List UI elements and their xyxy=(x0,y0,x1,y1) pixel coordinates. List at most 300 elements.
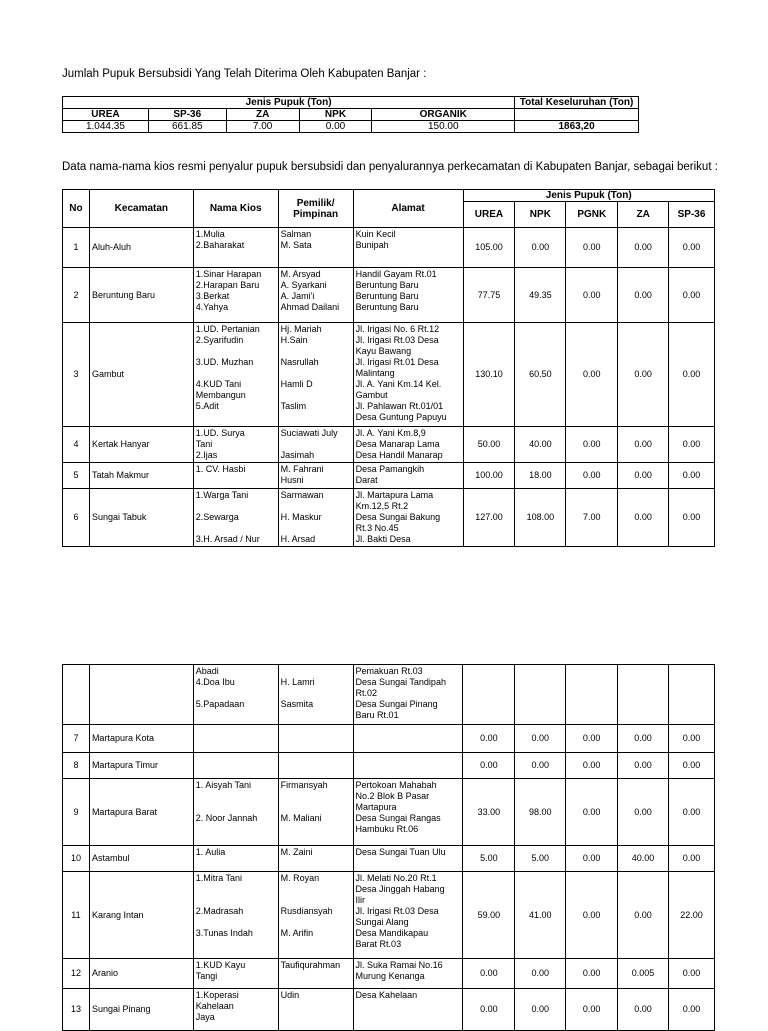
row-no xyxy=(63,665,90,725)
row-pemilik-line: M. Maliani xyxy=(280,813,322,823)
summary-col-header: UREA xyxy=(63,109,149,121)
row-pemilik-line: Taufiqurahman xyxy=(280,960,341,970)
row-value-sp36: 22.00 xyxy=(669,872,715,959)
row-pemilik xyxy=(278,489,353,547)
row-nama-kios-line: Tangi xyxy=(195,971,218,981)
row-alamat xyxy=(353,427,463,463)
row-pemilik-line xyxy=(281,884,351,895)
row-alamat-line: Desa Jinggah Habang xyxy=(355,884,445,894)
row-value-urea: 33.00 xyxy=(463,779,515,846)
row-value-pgnk: 0.00 xyxy=(566,846,618,872)
row-value-pgnk: 0.00 xyxy=(566,779,618,846)
row-nama-kios-line: 1. Aulia xyxy=(195,847,226,857)
row-nama-kios-line: 1.KUD Kayu xyxy=(195,960,246,970)
row-nama-kios-line: 3.Tunas Indah xyxy=(195,928,253,938)
row-nama-kios-line: 1.Koperasi xyxy=(195,990,239,1000)
row-alamat-line: Darat xyxy=(355,475,378,485)
row-pemilik xyxy=(278,753,353,779)
row-value-sp36 xyxy=(669,665,715,725)
row-value-urea: 0.00 xyxy=(463,725,515,753)
header-alamat: Alamat xyxy=(353,190,463,228)
header-jenis-pupuk: Jenis Pupuk (Ton) xyxy=(463,190,715,202)
row-value-za: 0.005 xyxy=(618,959,669,989)
row-pemilik-line xyxy=(281,895,351,906)
summary-value: 0.00 xyxy=(299,121,372,133)
row-alamat-line: Bunipah xyxy=(355,240,389,250)
row-pemilik xyxy=(278,846,353,872)
row-alamat-line: Pertokoan Mahabah xyxy=(355,780,437,790)
row-alamat-line: Malintang xyxy=(355,368,395,378)
row-no: 9 xyxy=(63,779,90,846)
row-value-urea xyxy=(463,665,515,725)
row-value-npk xyxy=(515,665,566,725)
row-nama-kios-line: Jaya xyxy=(195,1012,215,1022)
row-pemilik-line: Hamli D xyxy=(280,379,313,389)
header-pemilik-line2: Pimpinan xyxy=(293,208,339,220)
row-pemilik-line xyxy=(281,917,351,928)
row-pemilik-line xyxy=(281,346,351,357)
row-nama-kios-line: 3.H. Arsad / Nur xyxy=(195,534,260,544)
row-kecamatan: Sungai Tabuk xyxy=(89,489,193,547)
row-pemilik-line xyxy=(281,501,351,512)
header-npk: NPK xyxy=(515,202,566,228)
row-nama-kios xyxy=(193,779,278,846)
summary-col-header: SP-36 xyxy=(148,109,226,121)
table-row xyxy=(63,228,715,268)
row-pemilik-line: M. Arifin xyxy=(280,928,314,938)
row-pemilik-line xyxy=(281,368,351,379)
row-alamat-line: Desa Handil Manarap xyxy=(355,450,443,460)
table-row xyxy=(63,725,715,753)
row-value-za: 0.00 xyxy=(618,753,669,779)
row-nama-kios-line xyxy=(196,917,276,928)
row-nama-kios-line xyxy=(196,688,276,699)
table-row xyxy=(63,753,715,779)
row-value-za: 0.00 xyxy=(618,872,669,959)
row-value-urea: 59.00 xyxy=(463,872,515,959)
row-alamat xyxy=(353,323,463,427)
row-nama-kios-line: 5.Adit xyxy=(195,401,219,411)
row-pemilik-line: Hj. Mariah xyxy=(280,324,322,334)
row-nama-kios-line: 2.Syarifudin xyxy=(195,335,244,345)
row-nama-kios-line xyxy=(196,884,276,895)
row-alamat-line: Jl. Irigasi Rt.03 Desa xyxy=(355,906,439,916)
row-nama-kios xyxy=(193,872,278,959)
row-nama-kios xyxy=(193,753,278,779)
row-value-sp36: 0.00 xyxy=(669,846,715,872)
row-value-urea: 50.00 xyxy=(463,427,515,463)
row-kecamatan: Aranio xyxy=(89,959,193,989)
row-nama-kios xyxy=(193,463,278,489)
row-value-npk: 108.00 xyxy=(515,489,566,547)
row-value-pgnk: 0.00 xyxy=(566,725,618,753)
row-value-pgnk: 0.00 xyxy=(566,268,618,323)
row-no: 4 xyxy=(63,427,90,463)
table-row xyxy=(63,959,715,989)
row-alamat-line: Jl. Suka Ramai No.16 xyxy=(355,960,443,970)
row-pemilik-line: Nasrullah xyxy=(280,357,319,367)
row-kecamatan: Beruntung Baru xyxy=(89,268,193,323)
row-value-npk: 5.00 xyxy=(515,846,566,872)
summary-col-header: ORGANIK xyxy=(372,109,515,121)
summary-value: 661.85 xyxy=(148,121,226,133)
row-no: 8 xyxy=(63,753,90,779)
row-value-za: 0.00 xyxy=(618,725,669,753)
row-no: 13 xyxy=(63,989,90,1031)
row-pemilik xyxy=(278,463,353,489)
row-nama-kios-line: 2.Ijas xyxy=(195,450,218,460)
row-pemilik-line: Jasimah xyxy=(280,450,315,460)
row-value-za: 40.00 xyxy=(618,846,669,872)
summary-total-value: 1863,20 xyxy=(515,121,639,133)
row-value-npk: 0.00 xyxy=(515,989,566,1031)
row-value-pgnk: 0.00 xyxy=(566,959,618,989)
row-value-sp36: 0.00 xyxy=(669,268,715,323)
row-alamat-line: Baru Rt.01 xyxy=(355,710,399,720)
row-value-sp36: 0.00 xyxy=(669,989,715,1031)
row-value-sp36: 0.00 xyxy=(669,779,715,846)
row-alamat-line: Desa Manarap Lama xyxy=(355,439,440,449)
row-kecamatan: Tatah Makmur xyxy=(89,463,193,489)
row-pemilik-line: Sarmawan xyxy=(280,490,324,500)
row-nama-kios-line: 1.Sinar Harapan xyxy=(195,269,262,279)
row-alamat-line: Hambuku Rt.06 xyxy=(355,824,419,834)
summary-col-header: NPK xyxy=(299,109,372,121)
row-pemilik-line: Sasmita xyxy=(280,699,314,709)
row-pemilik-line xyxy=(281,802,351,813)
row-value-za: 0.00 xyxy=(618,989,669,1031)
kios-table-page2 xyxy=(62,664,715,1031)
row-nama-kios-line: 1.Warga Tani xyxy=(195,490,249,500)
row-nama-kios-line: 4.Doa Ibu xyxy=(195,677,235,687)
row-nama-kios-line xyxy=(196,791,276,802)
row-value-npk: 0.00 xyxy=(515,753,566,779)
row-nama-kios-line: 3.UD. Muzhan xyxy=(195,357,254,367)
summary-col-header: ZA xyxy=(226,109,299,121)
row-nama-kios-line: 1.UD. Pertanian xyxy=(195,324,260,334)
table-row xyxy=(63,463,715,489)
row-alamat-line: Desa Sungai Tandipah xyxy=(355,677,446,687)
table-row xyxy=(63,489,715,547)
row-value-urea: 100.00 xyxy=(463,463,515,489)
row-alamat-line: Beruntung Baru xyxy=(355,280,419,290)
row-value-pgnk xyxy=(566,665,618,725)
row-value-npk: 49.35 xyxy=(515,268,566,323)
row-value-sp36: 0.00 xyxy=(669,463,715,489)
row-value-pgnk: 7.00 xyxy=(566,489,618,547)
row-pemilik-line xyxy=(281,688,351,699)
row-pemilik-line: M. Royan xyxy=(280,873,320,883)
summary-table xyxy=(62,96,639,133)
row-value-npk: 41.00 xyxy=(515,872,566,959)
table-row xyxy=(63,665,715,725)
row-pemilik xyxy=(278,665,353,725)
row-value-za: 0.00 xyxy=(618,228,669,268)
row-pemilik-line: Firmansyah xyxy=(280,780,328,790)
row-kecamatan: Aluh-Aluh xyxy=(89,228,193,268)
row-nama-kios-line: 2.Baharakat xyxy=(195,240,245,250)
row-alamat xyxy=(353,846,463,872)
row-value-za: 0.00 xyxy=(618,463,669,489)
row-nama-kios-line: Tani xyxy=(195,439,213,449)
row-pemilik xyxy=(278,268,353,323)
table-row xyxy=(63,989,715,1031)
row-alamat-line: Jl. Melati No.20 Rt.1 xyxy=(355,873,437,883)
row-value-sp36: 0.00 xyxy=(669,228,715,268)
row-pemilik-line xyxy=(281,791,351,802)
row-kecamatan xyxy=(89,665,193,725)
row-alamat-line: Jl. Irigasi Rt.03 Desa xyxy=(355,335,439,345)
row-kecamatan: Gambut xyxy=(89,323,193,427)
row-nama-kios xyxy=(193,846,278,872)
row-value-sp36: 0.00 xyxy=(669,323,715,427)
row-pemilik-line: Husni xyxy=(280,475,304,485)
header-pemilik-line1: Pemilik/ xyxy=(296,197,335,209)
row-pemilik-line xyxy=(281,666,351,677)
row-value-pgnk: 0.00 xyxy=(566,228,618,268)
row-value-npk: 0.00 xyxy=(515,725,566,753)
row-nama-kios xyxy=(193,268,278,323)
row-value-za: 0.00 xyxy=(618,323,669,427)
row-value-npk: 0.00 xyxy=(515,228,566,268)
row-value-za: 0.00 xyxy=(618,779,669,846)
row-pemilik-line: Ahmad Dailani xyxy=(280,302,340,312)
row-pemilik-line: A. Syarkani xyxy=(280,280,327,290)
row-pemilik-line: A. Jami'i xyxy=(280,291,315,301)
table-row xyxy=(63,323,715,427)
table-row xyxy=(63,846,715,872)
row-nama-kios-line: 2.Madrasah xyxy=(195,906,244,916)
row-value-sp36: 0.00 xyxy=(669,753,715,779)
row-pemilik-line xyxy=(281,523,351,534)
row-alamat-line: Beruntung Baru xyxy=(355,302,419,312)
row-alamat-line: Ilir xyxy=(355,895,366,905)
row-value-urea: 0.00 xyxy=(463,753,515,779)
row-pemilik xyxy=(278,989,353,1031)
row-alamat-line: Sungai Alang xyxy=(355,917,409,927)
row-nama-kios xyxy=(193,665,278,725)
row-value-za xyxy=(618,665,669,725)
header-kecamatan: Kecamatan xyxy=(89,190,193,228)
row-value-urea: 0.00 xyxy=(463,989,515,1031)
summary-blank-cell xyxy=(515,109,639,121)
row-nama-kios-line: 2.Sewarga xyxy=(195,512,239,522)
row-pemilik-line: H.Sain xyxy=(280,335,308,345)
table-row xyxy=(63,268,715,323)
row-kecamatan: Martapura Barat xyxy=(89,779,193,846)
row-nama-kios xyxy=(193,228,278,268)
row-alamat-line: Jl. Irigasi No. 6 Rt.12 xyxy=(355,324,440,334)
row-alamat-line: Desa Mandikapau xyxy=(355,928,429,938)
row-alamat xyxy=(353,463,463,489)
row-alamat-line: Desa Guntung Papuyu xyxy=(355,412,447,422)
row-alamat-line: Desa Sungai Bakung xyxy=(355,512,441,522)
row-alamat xyxy=(353,959,463,989)
summary-value: 150.00 xyxy=(372,121,515,133)
header-pgnk: PGNK xyxy=(566,202,618,228)
row-value-npk: 40.00 xyxy=(515,427,566,463)
row-value-pgnk: 0.00 xyxy=(566,323,618,427)
row-nama-kios-line xyxy=(196,368,276,379)
row-nama-kios-line: 1. CV. Hasbi xyxy=(195,464,246,474)
row-nama-kios-line: 3.Berkat xyxy=(195,291,230,301)
row-kecamatan: Karang Intan xyxy=(89,872,193,959)
table-row xyxy=(63,779,715,846)
row-alamat-line: Jl. Pahlawan Rt.01/01 xyxy=(355,401,444,411)
row-pemilik-line: Suciawati July xyxy=(280,428,338,438)
row-value-sp36: 0.00 xyxy=(669,959,715,989)
row-alamat-line: Desa Kahelaan xyxy=(355,990,418,1000)
row-alamat xyxy=(353,725,463,753)
summary-total-header: Total Keseluruhan (Ton) xyxy=(515,97,639,109)
row-nama-kios-line: Abadi xyxy=(195,666,219,676)
row-alamat xyxy=(353,989,463,1031)
row-alamat xyxy=(353,665,463,725)
row-value-sp36: 0.00 xyxy=(669,725,715,753)
row-nama-kios-line xyxy=(196,523,276,534)
row-alamat xyxy=(353,753,463,779)
row-no: 10 xyxy=(63,846,90,872)
row-alamat xyxy=(353,489,463,547)
row-no: 2 xyxy=(63,268,90,323)
row-nama-kios-line: 1. Aisyah Tani xyxy=(195,780,252,790)
row-alamat-line: Jl. Irigasi Rt.01 Desa xyxy=(355,357,439,367)
row-pemilik-line: M. Arsyad xyxy=(280,269,321,279)
row-no: 3 xyxy=(63,323,90,427)
row-alamat-line: Desa Sungai Pinang xyxy=(355,699,438,709)
row-value-npk: 18.00 xyxy=(515,463,566,489)
row-alamat-line: Kuin Kecil xyxy=(355,229,396,239)
row-value-pgnk: 0.00 xyxy=(566,427,618,463)
row-nama-kios-line: 1.Mitra Tani xyxy=(195,873,243,883)
row-alamat-line: Handil Gayam Rt.01 xyxy=(355,269,437,279)
row-nama-kios-line: 4.KUD Tani xyxy=(195,379,242,389)
row-pemilik-line: H. Maskur xyxy=(280,512,322,522)
row-kecamatan: Sungai Pinang xyxy=(89,989,193,1031)
row-nama-kios xyxy=(193,989,278,1031)
row-pemilik-line: H. Arsad xyxy=(280,534,316,544)
row-value-urea: 105.00 xyxy=(463,228,515,268)
row-value-npk: 98.00 xyxy=(515,779,566,846)
row-pemilik-line: M. Zaini xyxy=(280,847,313,857)
row-alamat-line: Rt.3 No.45 xyxy=(355,523,399,533)
row-pemilik xyxy=(278,228,353,268)
row-nama-kios-line xyxy=(196,802,276,813)
row-alamat-line: Jl. A. Yani Km.8,9 xyxy=(355,428,426,438)
row-alamat-line: Pemakuan Rt.03 xyxy=(355,666,423,676)
row-value-pgnk: 0.00 xyxy=(566,753,618,779)
row-nama-kios-line: 2. Noor Jannah xyxy=(195,813,258,823)
row-nama-kios-line: 1.UD. Surya xyxy=(195,428,245,438)
row-no: 1 xyxy=(63,228,90,268)
intro-summary-text: Jumlah Pupuk Bersubsidi Yang Telah Diterima Oleh Kabupaten Banjar : xyxy=(62,68,427,80)
row-value-za: 0.00 xyxy=(618,489,669,547)
table-row xyxy=(63,427,715,463)
row-nama-kios-line: 4.Yahya xyxy=(195,302,229,312)
row-value-urea: 130.10 xyxy=(463,323,515,427)
row-alamat-line: Rt.02 xyxy=(355,688,378,698)
header-urea: UREA xyxy=(463,202,515,228)
row-kecamatan: Astambul xyxy=(89,846,193,872)
row-value-pgnk: 0.00 xyxy=(566,463,618,489)
row-nama-kios-line: Kahelaan xyxy=(195,1001,234,1011)
row-alamat-line: Jl. Bakti Desa xyxy=(355,534,411,544)
header-pemilik xyxy=(278,190,353,228)
summary-value: 1.044.35 xyxy=(63,121,149,133)
row-nama-kios-line xyxy=(196,895,276,906)
row-nama-kios xyxy=(193,427,278,463)
row-value-urea: 127.00 xyxy=(463,489,515,547)
row-nama-kios xyxy=(193,959,278,989)
row-pemilik-line: M. Fahrani xyxy=(280,464,324,474)
row-value-npk: 60.50 xyxy=(515,323,566,427)
row-alamat-line: Desa Sungai Tuan Ulu xyxy=(355,847,446,857)
intro-kios-text: Data nama-nama kios resmi penyalur pupuk bersubsidi dan penyalurannya perkecamatan di Kabupaten Banjar, sebagai berikut : xyxy=(62,161,718,173)
row-value-urea: 5.00 xyxy=(463,846,515,872)
row-no: 11 xyxy=(63,872,90,959)
row-alamat-line: No.2 Blok B Pasar xyxy=(355,791,430,801)
row-pemilik xyxy=(278,323,353,427)
row-alamat xyxy=(353,872,463,959)
row-nama-kios-line: 1.Mulia xyxy=(195,229,225,239)
row-pemilik xyxy=(278,725,353,753)
row-nama-kios-line: 2.Harapan Baru xyxy=(195,280,260,290)
row-pemilik-line: H. Lamri xyxy=(280,677,315,687)
row-nama-kios xyxy=(193,725,278,753)
row-alamat-line: Beruntung Baru xyxy=(355,291,419,301)
header-no: No xyxy=(63,190,90,228)
row-value-urea: 0.00 xyxy=(463,959,515,989)
row-value-pgnk: 0.00 xyxy=(566,989,618,1031)
row-nama-kios xyxy=(193,489,278,547)
summary-group-header: Jenis Pupuk (Ton) xyxy=(63,97,515,109)
row-no: 6 xyxy=(63,489,90,547)
row-value-pgnk: 0.00 xyxy=(566,872,618,959)
row-pemilik xyxy=(278,427,353,463)
row-pemilik xyxy=(278,872,353,959)
row-pemilik-line: Udin xyxy=(280,990,300,1000)
kios-table-page1 xyxy=(62,189,715,547)
row-pemilik-line: Taslim xyxy=(280,401,307,411)
row-no: 12 xyxy=(63,959,90,989)
row-nama-kios-line xyxy=(196,346,276,357)
row-pemilik xyxy=(278,959,353,989)
header-za: ZA xyxy=(618,202,669,228)
row-alamat-line: Desa Pamangkih xyxy=(355,464,425,474)
row-pemilik-line xyxy=(281,439,351,450)
row-kecamatan: Kertak Hanyar xyxy=(89,427,193,463)
row-pemilik xyxy=(278,779,353,846)
row-pemilik-line: Rusdiansyah xyxy=(280,906,333,916)
header-nama-kios: Nama Kios xyxy=(193,190,278,228)
row-no: 5 xyxy=(63,463,90,489)
row-nama-kios-line: Membangun xyxy=(195,390,246,400)
header-sp36: SP-36 xyxy=(669,202,715,228)
row-alamat xyxy=(353,228,463,268)
row-value-za: 0.00 xyxy=(618,268,669,323)
summary-value: 7.00 xyxy=(226,121,299,133)
row-alamat-line: Desa Sungai Rangas xyxy=(355,813,441,823)
row-alamat-line: Murung Kenanga xyxy=(355,971,425,981)
row-alamat-line: Km.12,5 Rt.2 xyxy=(355,501,409,511)
row-alamat-line: Gambut xyxy=(355,390,388,400)
row-value-sp36: 0.00 xyxy=(669,427,715,463)
row-pemilik-line xyxy=(281,390,351,401)
table-row xyxy=(63,872,715,959)
row-kecamatan: Martapura Timur xyxy=(89,753,193,779)
row-alamat-line: Jl. A. Yani Km.14 Kel. xyxy=(355,379,442,389)
row-kecamatan: Martapura Kota xyxy=(89,725,193,753)
